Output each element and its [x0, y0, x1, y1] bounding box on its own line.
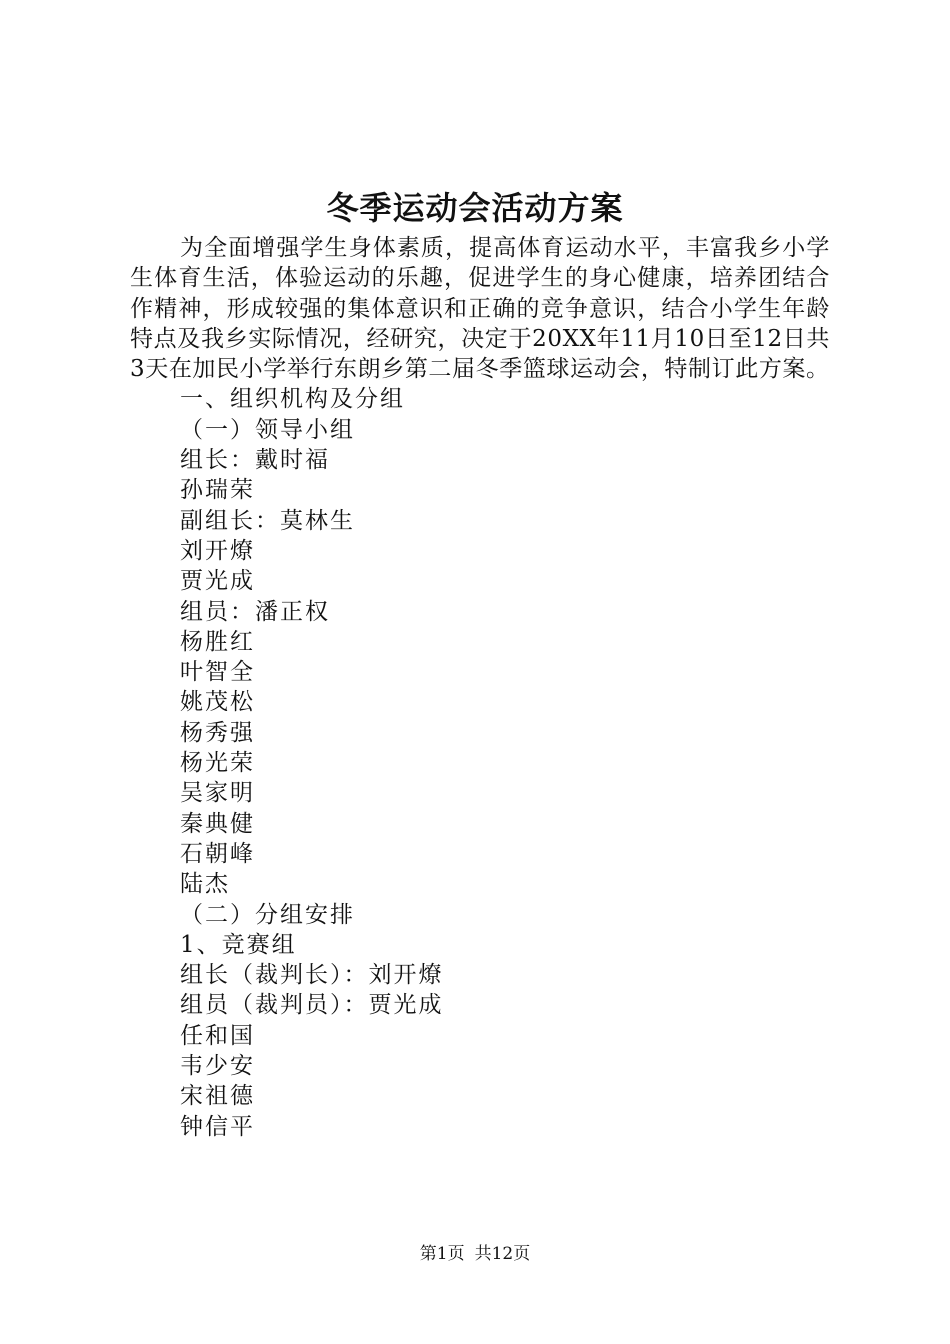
body-line: 一、组织机构及分组 — [180, 386, 405, 413]
body-line: 杨光荣 — [180, 750, 255, 777]
body-line: 组长：戴时福 — [180, 447, 330, 474]
body-line: 韦少安 — [180, 1053, 255, 1080]
body-line: 组员：潘正权 — [180, 598, 330, 625]
body-line: 石朝峰 — [180, 840, 255, 867]
intro-paragraph: 为全面增强学生身体素质，提高体育运动水平，丰富我乡小学生体育生活，体验运动的乐趣，促进学生的身心健康，培养团结合作精神，形成较强的集体意识和正确的竞争意识，结合小学生年龄特点及我乡实际情况，经研究，决定于20XX年11月10日至12日共3天在加民小学举行东朗乡第二届冬季篮球运动会，特制订此方案。 — [130, 235, 830, 383]
body-line: 钟信平 — [180, 1113, 255, 1140]
page-total: 共12页 — [474, 1244, 531, 1264]
body-line: 杨秀强 — [180, 719, 255, 746]
body-line: 组员（裁判员）：贾光成 — [180, 992, 444, 1019]
body-line: 任和国 — [180, 1022, 255, 1049]
body-line: 姚茂松 — [180, 689, 255, 716]
body-line: 1、竞赛组 — [180, 931, 297, 958]
body-line: 组长（裁判长）：刘开燎 — [180, 962, 444, 989]
body-line: 刘开燎 — [180, 537, 255, 564]
body-line: 孙瑞荣 — [180, 477, 255, 504]
body-line: （一）领导小组 — [180, 416, 355, 443]
body-line: 杨胜红 — [180, 628, 255, 655]
body-line: （二）分组安排 — [180, 901, 355, 928]
body-line: 秦典健 — [180, 810, 255, 837]
page-footer — [0, 1242, 950, 1266]
document-body — [130, 233, 830, 1142]
body-line: 陆杰 — [180, 871, 230, 898]
document-title: 冬季运动会活动方案 — [326, 189, 624, 227]
body-line: 吴家明 — [180, 780, 255, 807]
line-list — [130, 384, 830, 1141]
page-number: 第1页 — [419, 1244, 465, 1264]
body-line: 宋祖德 — [180, 1083, 255, 1110]
body-line: 贾光成 — [180, 568, 255, 595]
body-line: 副组长：莫林生 — [180, 507, 355, 534]
body-line: 叶智全 — [180, 659, 255, 686]
